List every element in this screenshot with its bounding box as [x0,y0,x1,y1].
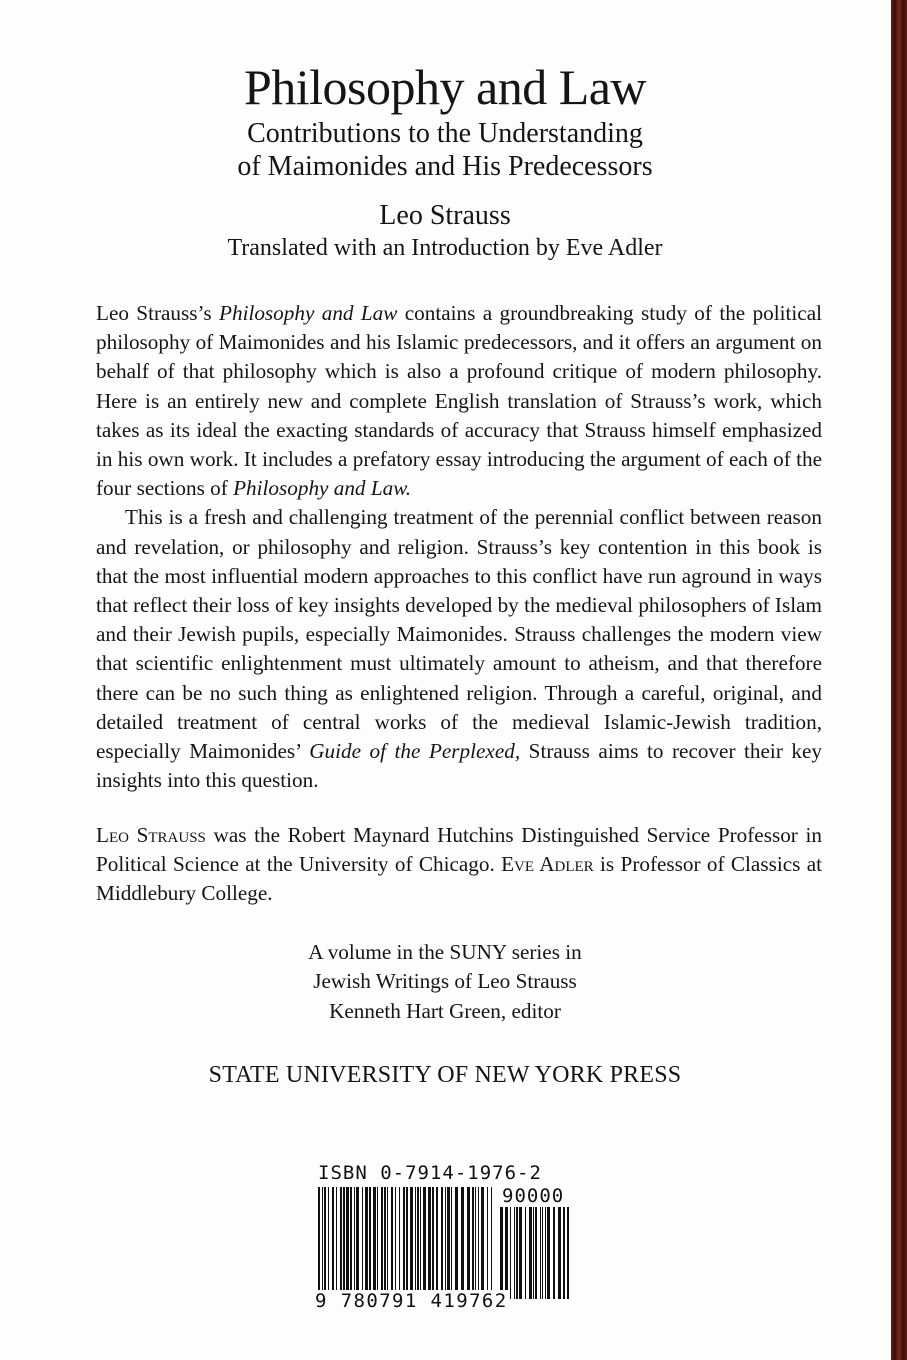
book-subtitle [0,117,890,183]
series-note [0,938,890,1026]
blurb-paragraph-2 [96,503,822,795]
ean-number: 9 780791 419762 [315,1290,508,1312]
book-title-italic: Philosophy and Law [219,301,398,325]
blurb [96,299,822,795]
bio-name-adler: Eve Adler [501,852,594,877]
spine-edge [891,0,907,1360]
series-line-3: Kenneth Hart Green, editor [329,998,561,1023]
series-line-2: Jewish Writings of Leo Strauss [313,969,577,994]
bio-name-strauss: Leo Strauss [96,823,206,847]
blurb-text: Leo Strauss’s [96,301,220,325]
translator-credit: Translated with an Introduction by Eve Adler [227,235,663,261]
blurb-text: contains a groundbreaking study of the political philosophy of Maimonides and his Islamic predecessors, and it offers an argument on behalf of that philosophy which is also a profound critique of modern philosophy. Here is an entirely new and complete English translation of Strauss’s work, which takes as its ideal the exacting standards of accuracy that Strauss himself emphasized in his own work. It includes a prefatory essay introducing the argument of each of the four sections of [96,301,822,501]
blurb-text: This is a fresh and challenging treatment of the perennial conflict between reason and revelation, or philosophy and religion. Strauss’s key contention in this book is that the most influential modern approaches to this conflict have run aground in ways that reflect their loss of key insights developed by the medieval philosophers of Islam and their Jewish pupils, especially Maimonides. Strauss challenges the modern view that scientific enlightenment must ultimately amount to atheism, and that therefore there can be no such thing as enlightened religion. Through a careful, original, and detailed treatment of central works of the medieval Islamic-Jewish tradition, especially Maimonides’ [96,505,822,764]
book-title-italic: Philosophy and Law. [233,476,412,501]
barcode-addon-icon [500,1207,570,1299]
blurb-text: Strauss aims to recover their key insights into this question. [96,739,823,793]
bio-text: was the Robert Maynard Hutchins Distinguished Service Professor in Political Science at the University of Chicago. [96,823,822,877]
book-title: Philosophy and Law [243,59,647,115]
price-code: 90000 [502,1185,565,1207]
subtitle-line-2: of Maimonides and His Predecessors [237,151,653,182]
blurb-paragraph-1 [96,299,822,503]
isbn-label: ISBN 0-7914-1976-2 [318,1162,542,1184]
author-bio [96,821,822,909]
publisher-name: STATE UNIVERSITY OF NEW YORK PRESS [208,1062,682,1088]
bio-text: is Professor of Classics at Middlebury College. [96,852,822,906]
series-line-1: A volume in the SUNY series in [308,940,582,964]
subtitle-line-1: Contributions to the Understanding [247,118,643,149]
author-name: Leo Strauss [379,200,511,231]
barcode-icon [318,1187,496,1299]
work-title-italic: Guide of the Perplexed, [309,739,521,764]
